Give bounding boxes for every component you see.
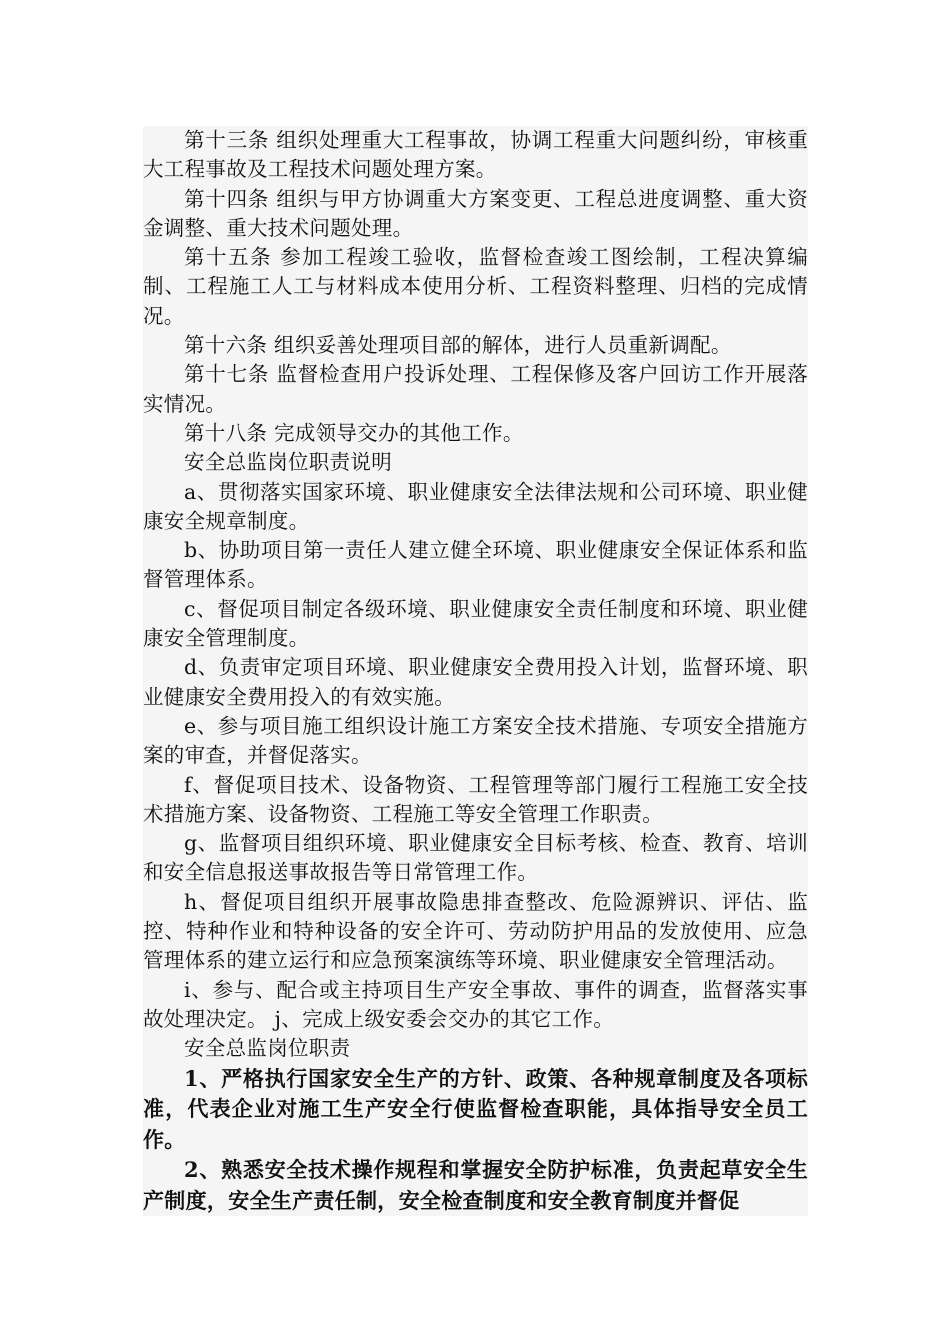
paragraph-item-e: e、参与项目施工组织设计施工方案安全技术措施、专项安全措施方案的审查，并督促落实。 [143, 713, 808, 768]
paragraph-article-13: 第十三条 组织处理重大工程事故，协调工程重大问题纠纷，审核重大工程事故及工程技术问题处理方案。 [143, 128, 808, 182]
paragraph-item-f: f、督促项目技术、设备物资、工程管理等部门履行工程施工安全技术措施方案、设备物资、工程施工等安全管理工作职责。 [143, 772, 808, 826]
paragraph-duty-1: 1、严格执行国家安全生产的方针、政策、各种规章制度及各项标准，代表企业对施工生产安全行使监督检查职能，具体指导安全员工作。 [143, 1065, 808, 1152]
paragraph-item-i-j: i、参与、配合或主持项目生产安全事故、事件的调查，监督落实事故处理决定。 j、完成上级安委会交办的其它工作。 [143, 977, 808, 1031]
paragraph-item-c: c、督促项目制定各级环境、职业健康安全责任制度和环境、职业健康安全管理制度。 [143, 596, 808, 651]
paragraph-article-16: 第十六条 组织妥善处理项目部的解体，进行人员重新调配。 [184, 333, 732, 358]
paragraph-item-g: g、监督项目组织环境、职业健康安全目标考核、检查、教育、培训和安全信息报送事故报告等日常管理工作。 [143, 831, 808, 885]
paragraph-article-14: 第十四条 组织与甲方协调重大方案变更、工程总进度调整、重大资金调整、重大技术问题处理。 [143, 186, 808, 240]
paragraph-article-18: 第十八条 完成领导交办的其他工作。 [184, 420, 524, 445]
paragraph-item-d: d、负责审定项目环境、职业健康安全费用投入计划，监督环境、职业健康安全费用投入的有效实施。 [143, 655, 808, 709]
paragraph-item-b: b、协助项目第一责任人建立健全环境、职业健康安全保证体系和监督管理体系。 [143, 538, 808, 592]
section-heading-duty-description: 安全总监岗位职责说明 [184, 450, 392, 475]
document-body [143, 126, 808, 1216]
paragraph-duty-2: 2、熟悉安全技术操作规程和掌握安全防护标准，负责起草安全生产制度，安全生产责任制，安全检查制度和安全教育制度并督促 [143, 1157, 808, 1213]
paragraph-item-a: a、贯彻落实国家环境、职业健康安全法律法规和公司环境、职业健康安全规章制度。 [143, 479, 808, 533]
paragraph-article-15: 第十五条 参加工程竣工验收，监督检查竣工图绘制，工程决算编制、工程施工人工与材料成本使用分析、工程资料整理、归档的完成情况。 [143, 245, 808, 328]
paragraph-item-h: h、督促项目组织开展事故隐患排查整改、危险源辨识、评估、监控、特种作业和特种设备的安全许可、劳动防护用品的发放使用、应急管理体系的建立运行和应急预案演练等环境、职业健康安全管理活动。 [143, 889, 808, 973]
section-heading-duties: 安全总监岗位职责 [184, 1036, 351, 1061]
paragraph-article-17: 第十七条 监督检查用户投诉处理、工程保修及客户回访工作开展落实情况。 [143, 362, 808, 416]
